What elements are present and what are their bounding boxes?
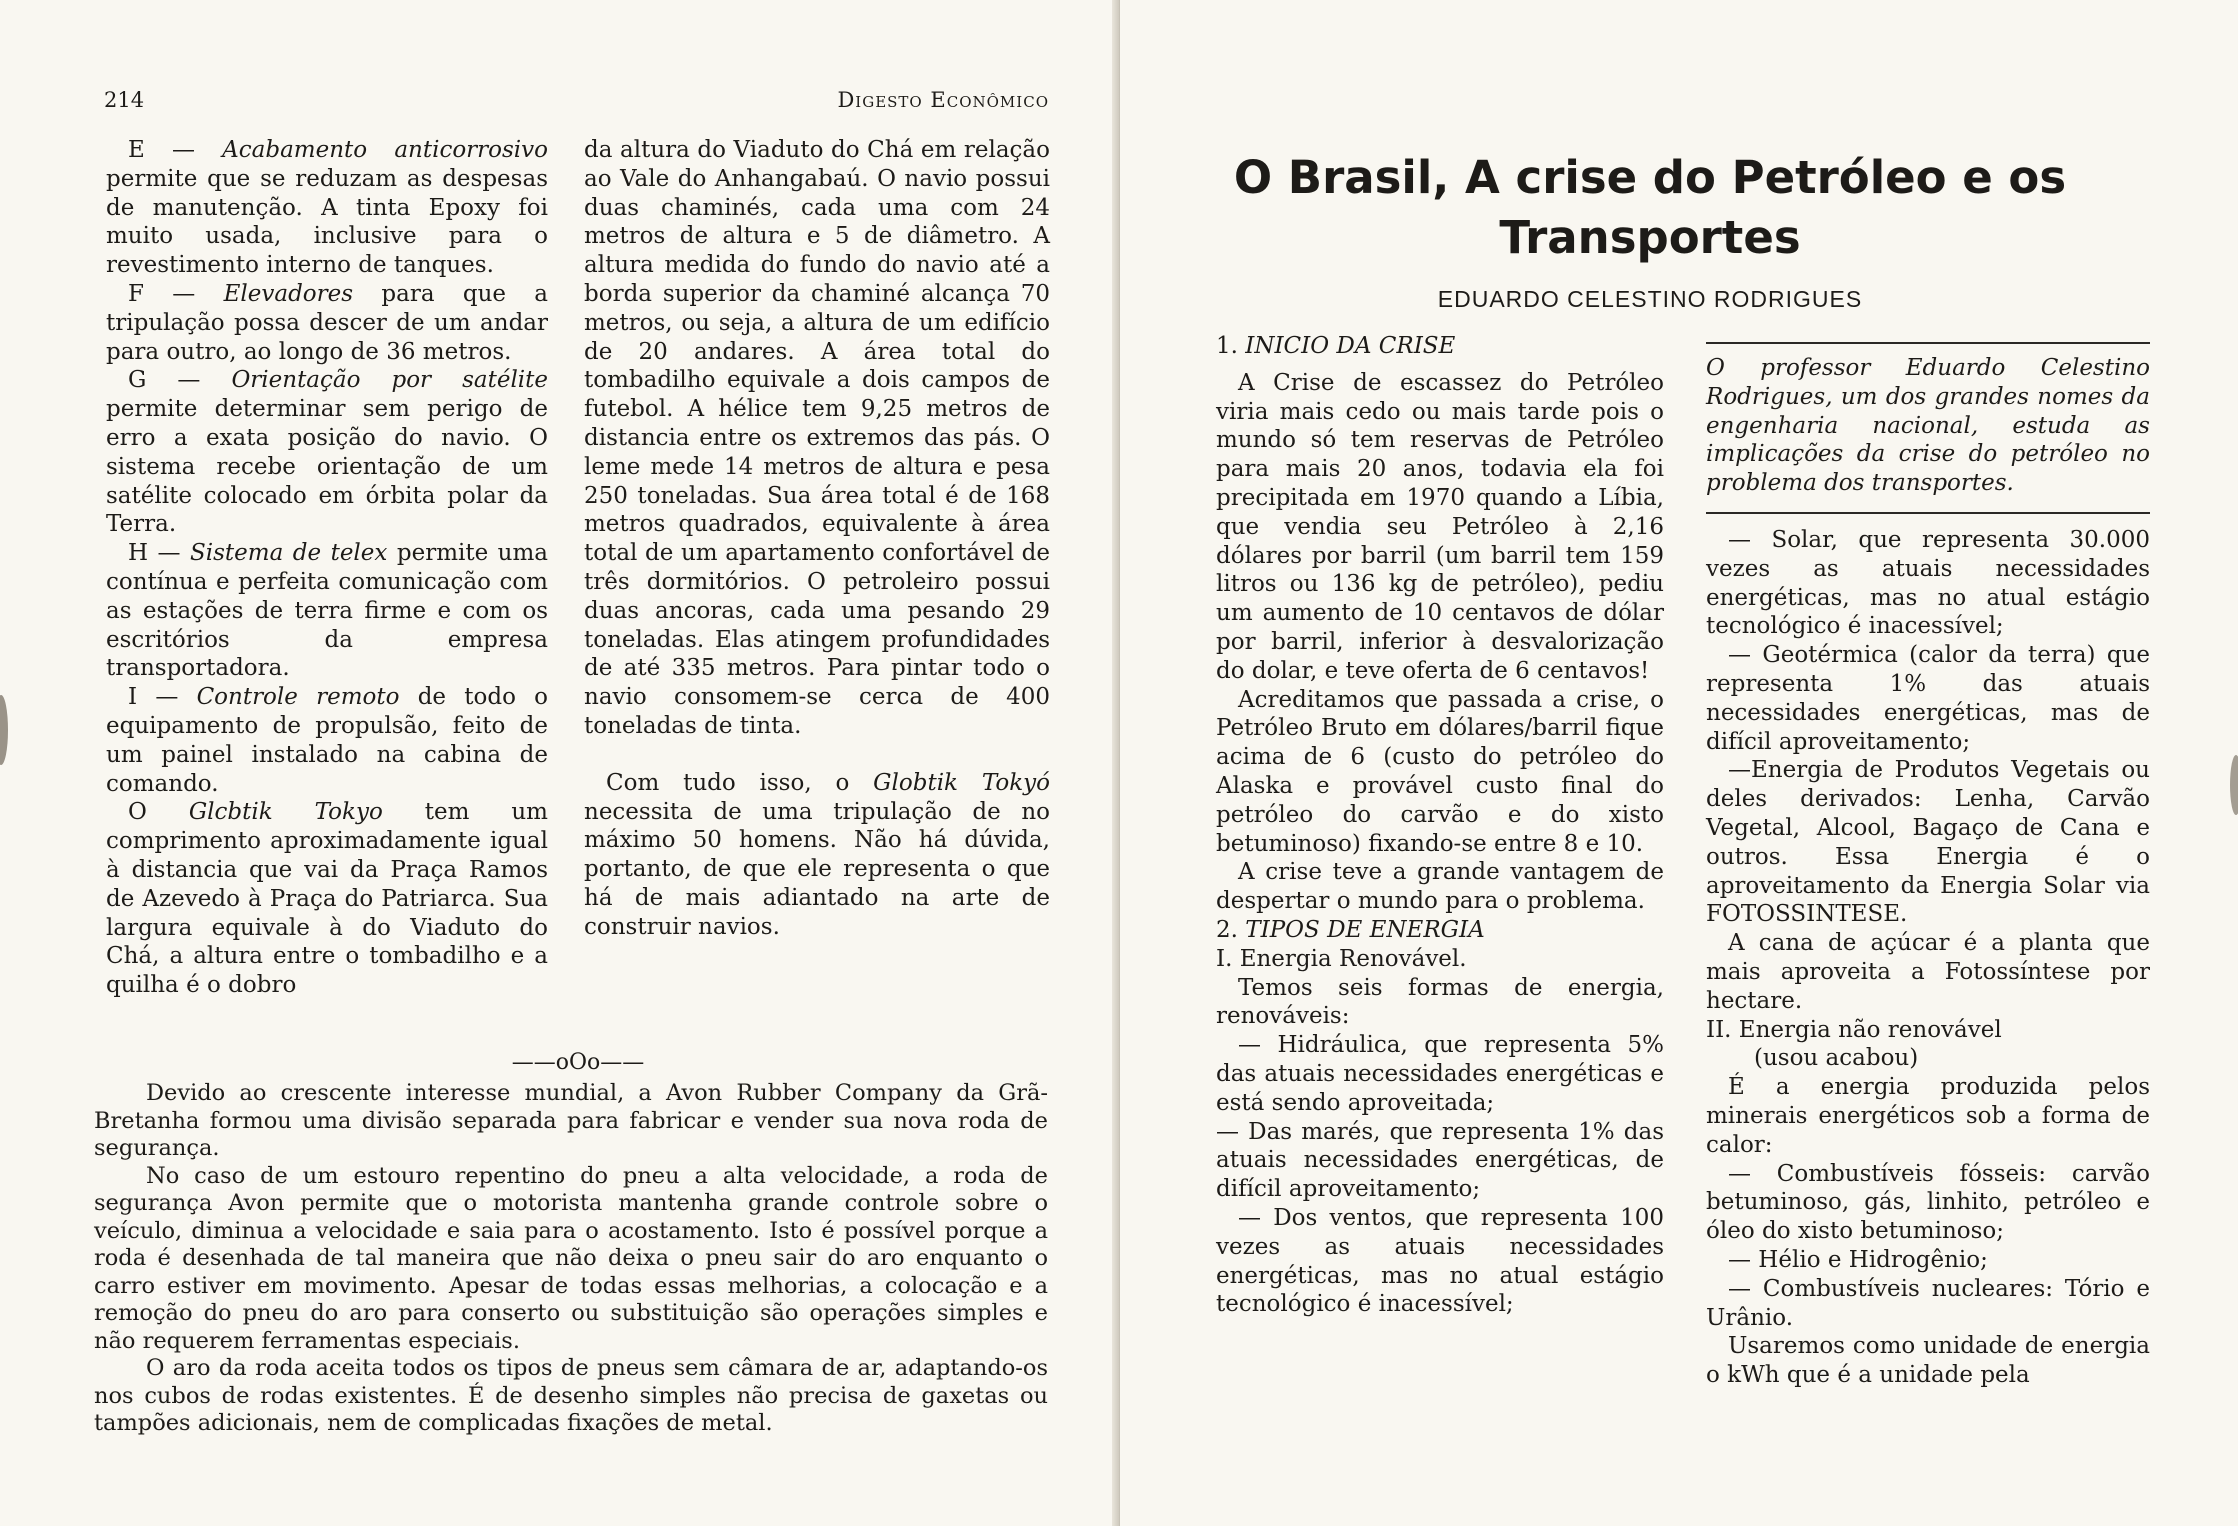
feature-item: I — Controle remoto de todo o equipamento de propulsão, feito de um painel instalado na cabina de comando. — [106, 684, 549, 797]
body-paragraph: A crise teve a grande vantagem de despertar o mundo para o problema. — [1216, 859, 1664, 915]
body-paragraph: Usaremos como unidade de energia o kWh que é a unidade pela — [1706, 1333, 2150, 1389]
body-paragraph: — Hidráulica, que representa 5% das atuais necessidades energéticas e está sendo aproveitada; — [1216, 1032, 1664, 1116]
body-paragraph: — Das marés, que representa 1% das atuais necessidades energéticas, de difícil aproveitamento; — [1216, 1118, 1664, 1203]
ship-name: Globtik Tokyó — [873, 769, 1050, 796]
body-paragraph: É a energia produzida pelos minerais energéticos sob a forma de calor: — [1706, 1074, 2150, 1158]
running-head: Digesto Econômico — [837, 88, 1049, 112]
feature-title: Orientação por satélite — [231, 367, 549, 394]
article-author: EDUARDO CELESTINO RODRIGUES — [1437, 286, 1863, 312]
subsection-heading: II. Energia não renovável — [1706, 1016, 2002, 1043]
avon-article — [94, 1080, 1048, 1438]
crew-paragraph: Com tudo isso, o Globtik Tokyó necessita de uma tripulação de no máximo 50 homens. Não há dúvida, portanto, de que ele representa o que há de mais adiantado na arte de construir navios. — [584, 769, 1050, 940]
left-column-2 — [584, 136, 1050, 942]
ship-details-paragraph: da altura do Viaduto do Chá em relação ao Vale do Anhangabaú. O navio possui duas chaminés, cada uma com 24 metros de altura e 5 de diâmetro. A altura medida do fundo do navio até a borda superior da chaminé alcança 70 metros, ou seja, a altura de um edifício de 20 andares. A área total do tombadilho equivale a dois campos de futebol. A hélice tem 9,25 metros de distancia entre os extremos das pás. O leme mede 14 metros de altura e pesa 250 toneladas. Sua área total é de 168 metros quadrados, equivalente à área total de um apartamento confortável de três dormitórios. O petroleiro possui duas ancoras, cada uma pesando 29 toneladas. Elas atingem profundidades de até 335 metros. Para pintar todo o navio consomem-se cerca de 400 toneladas de tinta. — [584, 137, 1050, 739]
section-heading: 2. TIPOS DE ENERGIA — [1216, 916, 1485, 943]
body-paragraph: — Solar, que representa 30.000 vezes as atuais necessidades energéticas, mas no atual estágio tecnológico é inacessível; — [1706, 526, 2150, 640]
article-paragraph: Devido ao crescente interesse mundial, a Avon Rubber Company da Grã-Bretanha formou uma divisão separada para fabricar e vender sua nova roda de segurança. — [94, 1080, 1048, 1161]
article-paragraph: O aro da roda aceita todos os tipos de pneus sem câmara de ar, adaptando-os nos cubos de rodas existentes. É de desenho simples não precisa de gaxetas ou tampões adicionais, nem de complicadas fixações de metal. — [94, 1355, 1048, 1436]
section-divider: ——oOo—— — [511, 1050, 645, 1075]
binder-hole — [0, 695, 8, 765]
body-paragraph: Acreditamos que passada a crise, o Petróleo Bruto em dólares/barril fique acima de 6 (custo do petróleo do Alaska e provável custo final do petróleo do carvão e do xisto betuminoso) fixando-se entre 8 e 10. — [1216, 686, 1664, 857]
right-column-2 — [1706, 332, 2150, 1390]
section-heading: 1. INICIO DA CRISE — [1216, 333, 1456, 359]
subsection-note: (usou acabou) — [1754, 1045, 1919, 1072]
body-paragraph: Temos seis formas de energia, renováveis: — [1216, 974, 1664, 1030]
article-paragraph: No caso de um estouro repentino do pneu a alta velocidade, a roda de segurança Avon permite que o motorista mantenha grande controle sobre o veículo, diminua a velocidade e saia para o acostamento. Isto é possível porque a roda é desenhada de tal maneira que não deixa o pneu sair do aro enquanto o carro estiver em movimento. Apesar de todas essas melhorias, a colocação e a remoção do pneu do aro para conserto ou substituição são operações simples e não requerem ferramentas especiais. — [94, 1162, 1048, 1354]
article-abstract: O professor Eduardo Celestino Rodrigues, um dos grandes nomes da engenharia nacional, estuda as implicações da crise do petróleo no problema dos transportes. — [1706, 355, 2150, 497]
body-paragraph: A Crise de escassez do Petróleo viria mais cedo ou mais tarde pois o mundo só tem reservas de Petróleo para mais 20 anos, todavia ela foi precipitada em 1970 quando a Líbia, que vendia seu Petróleo à 2,16 dólares por barril (um barril tem 159 litros ou 136 kg de petróleo), pediu um aumento de 10 centavos de dólar por barril, inferior à desvalorização do dolar, e teve oferta de 6 centavos! — [1216, 369, 1664, 684]
abstract-rule-bottom — [1706, 512, 2150, 514]
right-column-1 — [1216, 332, 1664, 1319]
binder-hole — [2230, 755, 2238, 815]
abstract-rule-top — [1706, 342, 2150, 344]
body-paragraph: A cana de açúcar é a planta que mais aproveita a Fotossíntese por hectare. — [1706, 930, 2150, 1014]
article-title: O Brasil, A crise do Petróleo e os Transportes — [1233, 151, 2067, 264]
body-paragraph: — Combustíveis fósseis: carvão betuminoso, gás, linhito, petróleo e óleo do xisto betuminoso; — [1706, 1160, 2150, 1245]
left-column-1 — [106, 136, 548, 1000]
body-paragraph: — Hélio e Hidrogênio; — [1728, 1246, 1988, 1273]
body-paragraph: —Energia de Produtos Vegetais ou deles derivados: Lenha, Carvão Vegetal, Alcool, Bagaço de Cana e outros. Essa Energia é o aproveitamento da Energia Solar via FOTOSSINTESE. — [1706, 757, 2150, 928]
page-number: 214 — [104, 88, 145, 112]
body-paragraph: — Combustíveis nucleares: Tório e Urânio. — [1706, 1275, 2150, 1331]
subsection-heading: I. Energia Renovável. — [1216, 945, 1467, 972]
ship-name: Glcbtik Tokyo — [188, 799, 383, 826]
ship-paragraph: O Glcbtik Tokyo tem um comprimento aproximadamente igual à distancia que vai da Praça Ramos de Azevedo à Praça do Patriarca. Sua largura equivale à do Viaduto do Chá, a altura entre o tombadilho e a quilha é o dobro — [106, 799, 548, 999]
feature-item: H — Sistema de telex permite uma contínua e perfeita comunicação com as estações de terra firme e com os escritórios da empresa transportadora. — [106, 540, 549, 682]
feature-title: Elevadores — [223, 280, 354, 307]
feature-title: Sistema de telex — [190, 540, 388, 567]
feature-item: E — Acabamento anticorrosivo permite que se reduzam as despesas de manutenção. A tinta Epoxy foi muito usada, inclusive para o revestimento interno de tanques. — [106, 137, 549, 279]
feature-item: F — Elevadores para que a tripulação possa descer de um andar para outro, ao longo de 36 metros. — [106, 280, 549, 365]
feature-title: Controle remoto — [196, 684, 400, 711]
body-paragraph: — Geotérmica (calor da terra) que representa 1% das atuais necessidades energéticas, mas de difícil aproveitamento; — [1706, 642, 2150, 755]
feature-item: G — Orientação por satélite permite determinar sem perigo de erro a exata posição do navio. O sistema recebe orientação de um satélite colocado em órbita polar da Terra. — [106, 367, 549, 538]
body-paragraph: — Dos ventos, que representa 100 vezes as atuais necessidades energéticas, mas no atual estágio tecnológico é inacessível; — [1216, 1204, 1664, 1318]
feature-title: Acabamento anticorrosivo — [222, 137, 549, 163]
